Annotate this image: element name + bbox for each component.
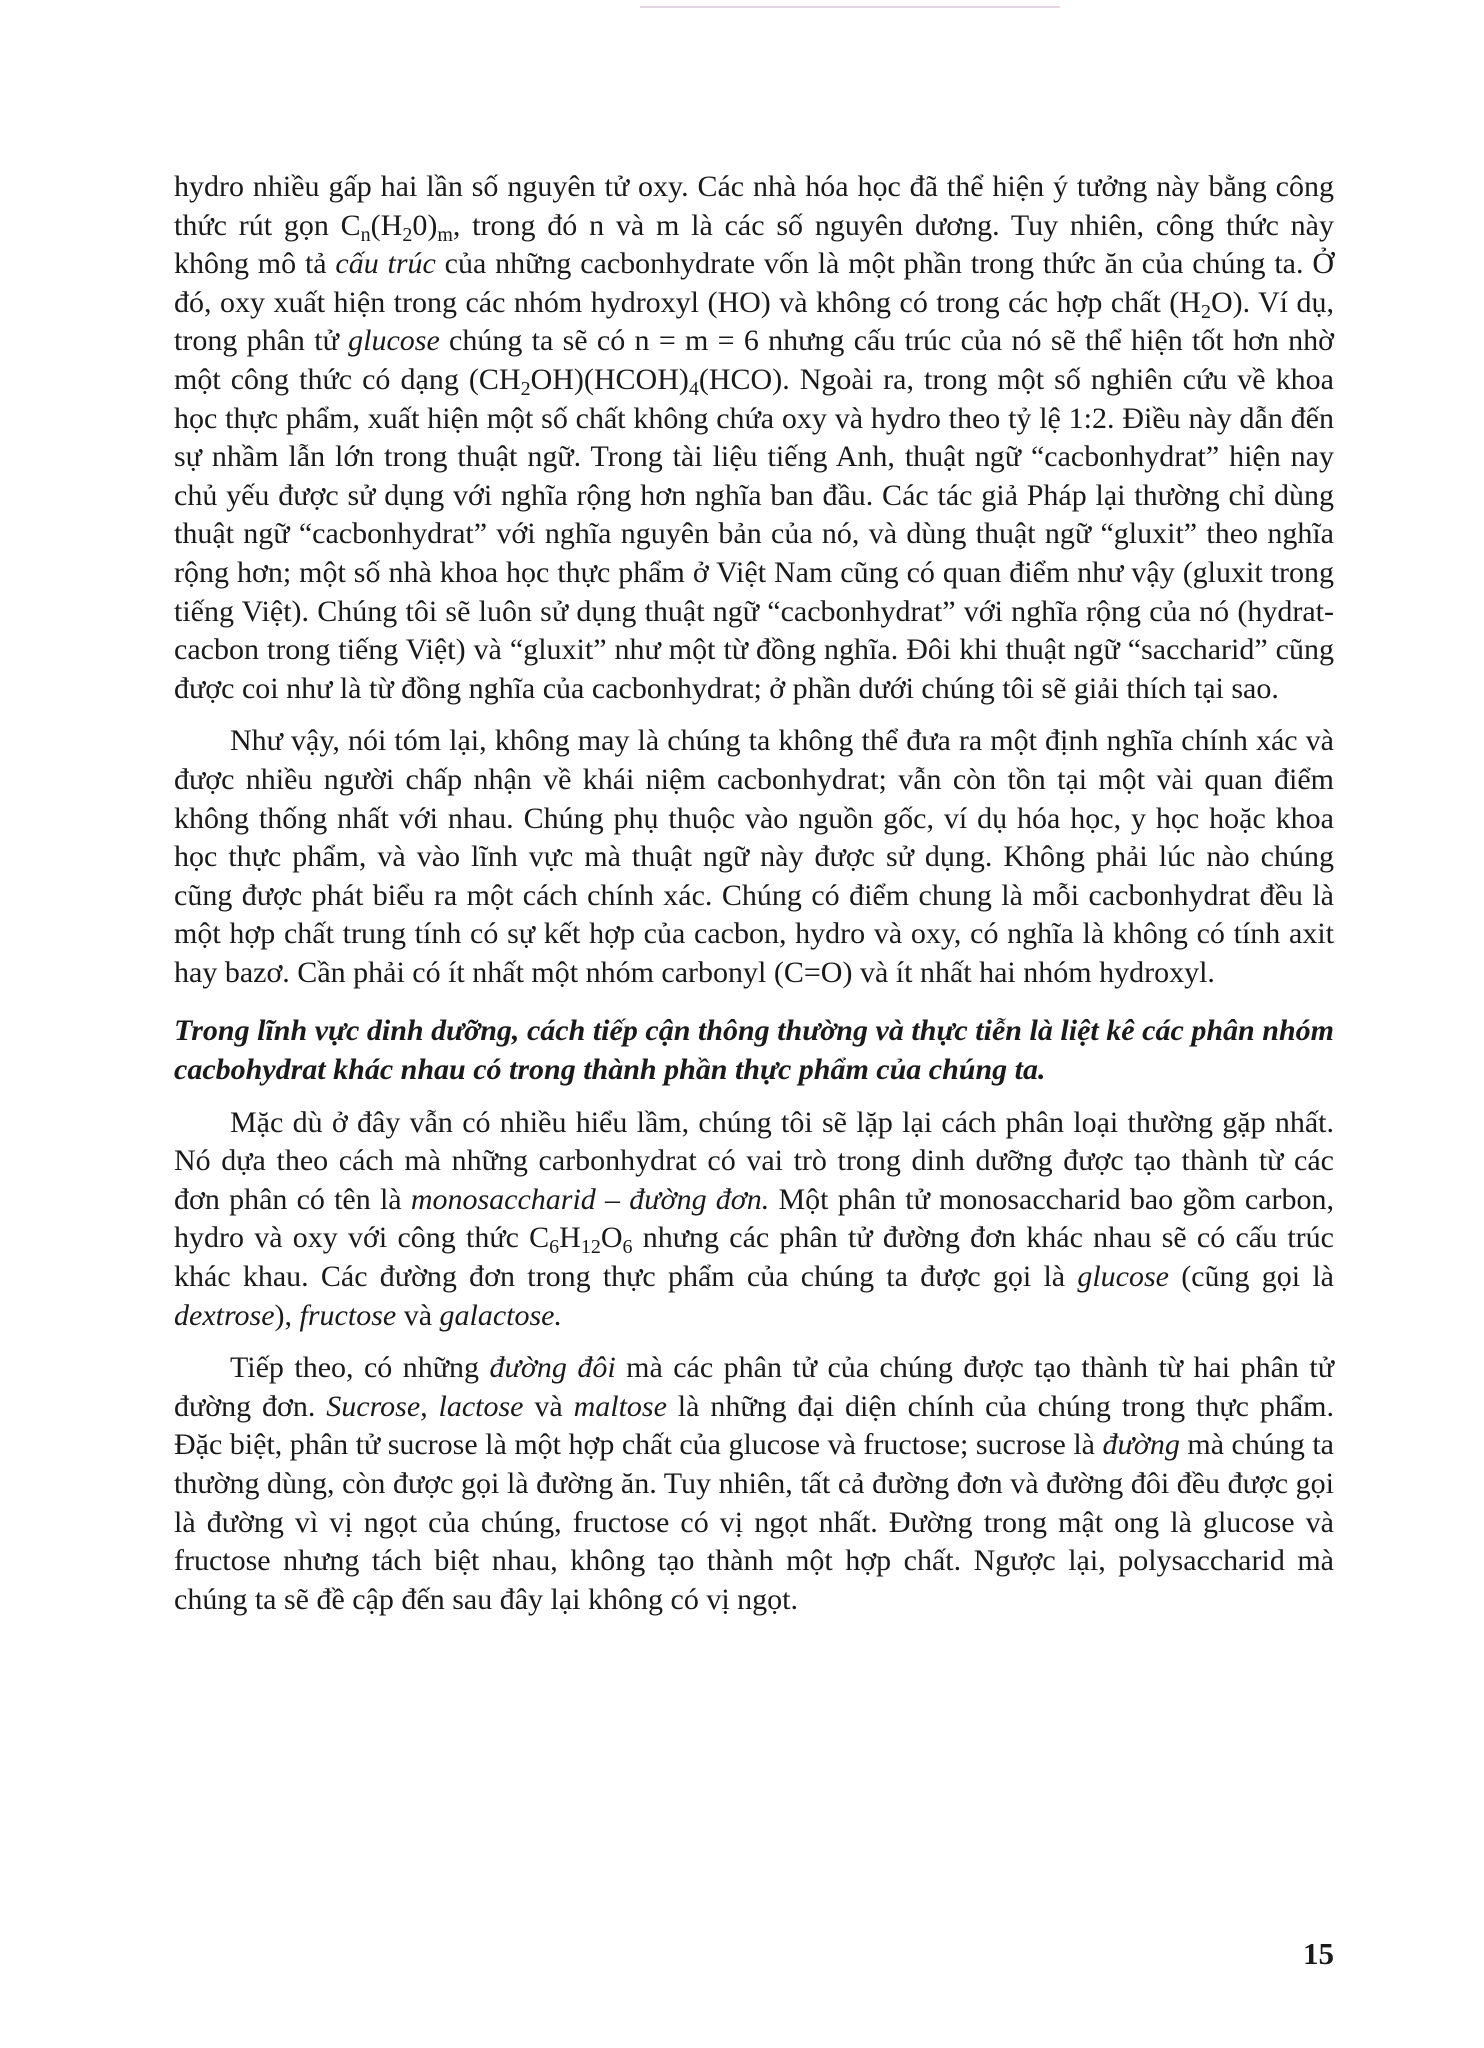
text-run: (HCO). Ngoài ra, trong một số nghiên cứu về khoa học thực phẩm, xuất hiện một số chất không chứa oxy và hydro theo tỷ lệ 1:2. Điều này dẫn đến sự nhầm lẫn lớn trong thuật ngữ. Trong tài liệu tiếng Anh, thuật ngữ “cacbonhydrat” hiện nay chủ yếu được sử dụng với nghĩa rộng hơn nghĩa ban đầu. Các tác giả Pháp lại thường chỉ dùng thuật ngữ “cacbonhydrat” với nghĩa nguyên bản của nó, và dùng thuật ngữ “gluxit” theo nghĩa rộng hơn; một số nhà khoa học thực phẩm ở Việt Nam cũng có quan điểm như vậy (gluxit trong tiếng Việt). Chúng tôi sẽ luôn sử dụng thuật ngữ “cacbonhydrat” với nghĩa rộng của nó (hydrat-cacbon trong tiếng Việt) và “gluxit” như một từ đồng nghĩa. Đôi khi thuật ngữ “saccharid” cũng được coi như là từ đồng nghĩa của cacbonhydrat; ở phần dưới chúng tôi sẽ giải thích tại sao. — [174, 362, 1334, 705]
text-run: là những đại diện chính của chúng trong thực phẩm. Đặc biệt, phân tử sucrose là một hợp chất của glucose và fructose; sucrose là — [174, 1389, 1334, 1462]
text-run: nhưng các phân tử đường đơn khác nhau sẽ có cấu trúc khác khau. Các đường đơn trong thực phẩm của chúng ta được gọi là — [174, 1221, 1334, 1294]
subscript: 2 — [520, 377, 531, 400]
italic-term: maltose — [573, 1389, 667, 1423]
scan-edge-mark — [640, 6, 1060, 8]
subscript: 4 — [688, 377, 699, 400]
subscript: n — [360, 223, 371, 246]
subscript: 2 — [1200, 300, 1211, 323]
text-run: của những cacbonhydrate vốn là một phần trong thức ăn của chúng ta. Ở đó, oxy xuất hiện trong các nhóm hydroxyl (HO) và không có trong các hợp chất (H — [174, 247, 1334, 319]
text-run: Trong lĩnh vực dinh dưỡng, cách tiếp cận thông thường và thực tiễn là liệt kê các phân nhóm cacbohydrat khác nhau có trong thành phần thực phẩm của chúng ta. — [174, 1014, 1334, 1087]
text-run: hydro nhiều gấp hai lần số nguyên tử oxy. Các nhà hóa học đã thể hiện ý tưởng này bằng công thức rút gọn C — [174, 170, 1334, 242]
italic-term: đường đôi — [489, 1351, 616, 1385]
italic-term: glucose — [1077, 1260, 1169, 1294]
paragraph-5 — [174, 1349, 1334, 1619]
paragraph-1 — [174, 168, 1334, 708]
text-run: Tiếp theo, có những — [230, 1351, 490, 1385]
page-body — [174, 168, 1334, 1619]
italic-term: glucose — [348, 324, 440, 358]
text-run: và — [396, 1298, 440, 1332]
italic-term: dextrose — [174, 1298, 275, 1332]
text-run: mà chúng ta thường dùng, còn được gọi là đường ăn. Tuy nhiên, tất cả đường đơn và đường đôi đều được gọi là đường vì vị ngọt của chúng, fructose có vị ngọt nhất. Đường trong mật ong là glucose và fructose nhưng tách biệt nhau, không tạo thành một hợp chất. Ngược lại, polysaccharid mà chúng ta sẽ đề cập đến sau đây lại không có vị ngọt. — [174, 1428, 1334, 1616]
italic-term: Sucrose, lactose — [326, 1389, 524, 1423]
italic-term: monosaccharid – đường đơn. — [410, 1182, 770, 1216]
text-run: O — [600, 1221, 623, 1255]
subscript: 6 — [549, 1236, 560, 1259]
text-run: và — [523, 1389, 574, 1423]
text-run: O). Ví dụ, trong phân tử — [174, 285, 1334, 358]
italic-term: galactose. — [439, 1298, 562, 1332]
subscript: 12 — [580, 1236, 601, 1259]
italic-term: đường — [1102, 1428, 1180, 1462]
italic-term: fructose — [299, 1298, 397, 1332]
subscript: 2 — [402, 223, 413, 246]
text-run: chúng ta sẽ có n = m = 6 nhưng cấu trúc của nó sẽ thể hiện tốt hơn nhờ một công thức có dạng (CH — [174, 324, 1334, 396]
text-run: Mặc dù ở đây vẫn có nhiều hiểu lầm, chúng tôi sẽ lặp lại cách phân loại thường gặp nhất. Nó dựa theo cách mà những carbonhydrat có vai trò trong dinh dưỡng được tạo thành từ các đơn phân có tên là — [174, 1105, 1334, 1216]
paragraph-4 — [174, 1104, 1334, 1336]
italic-term: cấu trúc — [335, 247, 436, 281]
text-run: (cũng gọi là — [1168, 1260, 1334, 1294]
text-run: ), — [274, 1298, 300, 1332]
text-run: Một phân tử monosaccharid bao gồm carbon, hydro và oxy với công thức C — [174, 1182, 1334, 1255]
paragraph-2 — [174, 722, 1334, 992]
subscript: 6 — [622, 1236, 633, 1259]
text-run: , trong đó n và m là các số nguyên dương. Tuy nhiên, công thức này không mô tả — [174, 208, 1334, 281]
text-run: Như vậy, nói tóm lại, không may là chúng ta không thể đưa ra một định nghĩa chính xác và được nhiều người chấp nhận về khái niệm cacbonhydrat; vẫn còn tồn tại một vài quan điểm không thống nhất với nhau. Chúng phụ thuộc vào nguồn gốc, ví dụ hóa học, y học hoặc khoa học thực phẩm, và vào lĩnh vực mà thuật ngữ này được sử dụng. Không phải lúc nào chúng cũng được phát biểu ra một cách chính xác. Chúng có điểm chung là mỗi cacbonhydrat đều là một hợp chất trung tính có sự kết hợp của cacbon, hydro và oxy, có nghĩa là không có tính axit hay bazơ. Cần phải có ít nhất một nhóm carbonyl (C=O) và ít nhất hai nhóm hydroxyl. — [174, 724, 1334, 989]
paragraph-3 — [174, 1012, 1334, 1089]
subscript: m — [437, 223, 453, 246]
text-run: (H — [370, 208, 403, 242]
text-run: mà các phân tử của chúng được tạo thành từ hai phân tử đường đơn. — [174, 1351, 1334, 1423]
text-run: H — [559, 1221, 581, 1255]
text-run: OH)(HCOH) — [530, 362, 689, 396]
page-number: 15 — [1303, 1936, 1334, 1971]
text-run: 0) — [412, 208, 438, 242]
